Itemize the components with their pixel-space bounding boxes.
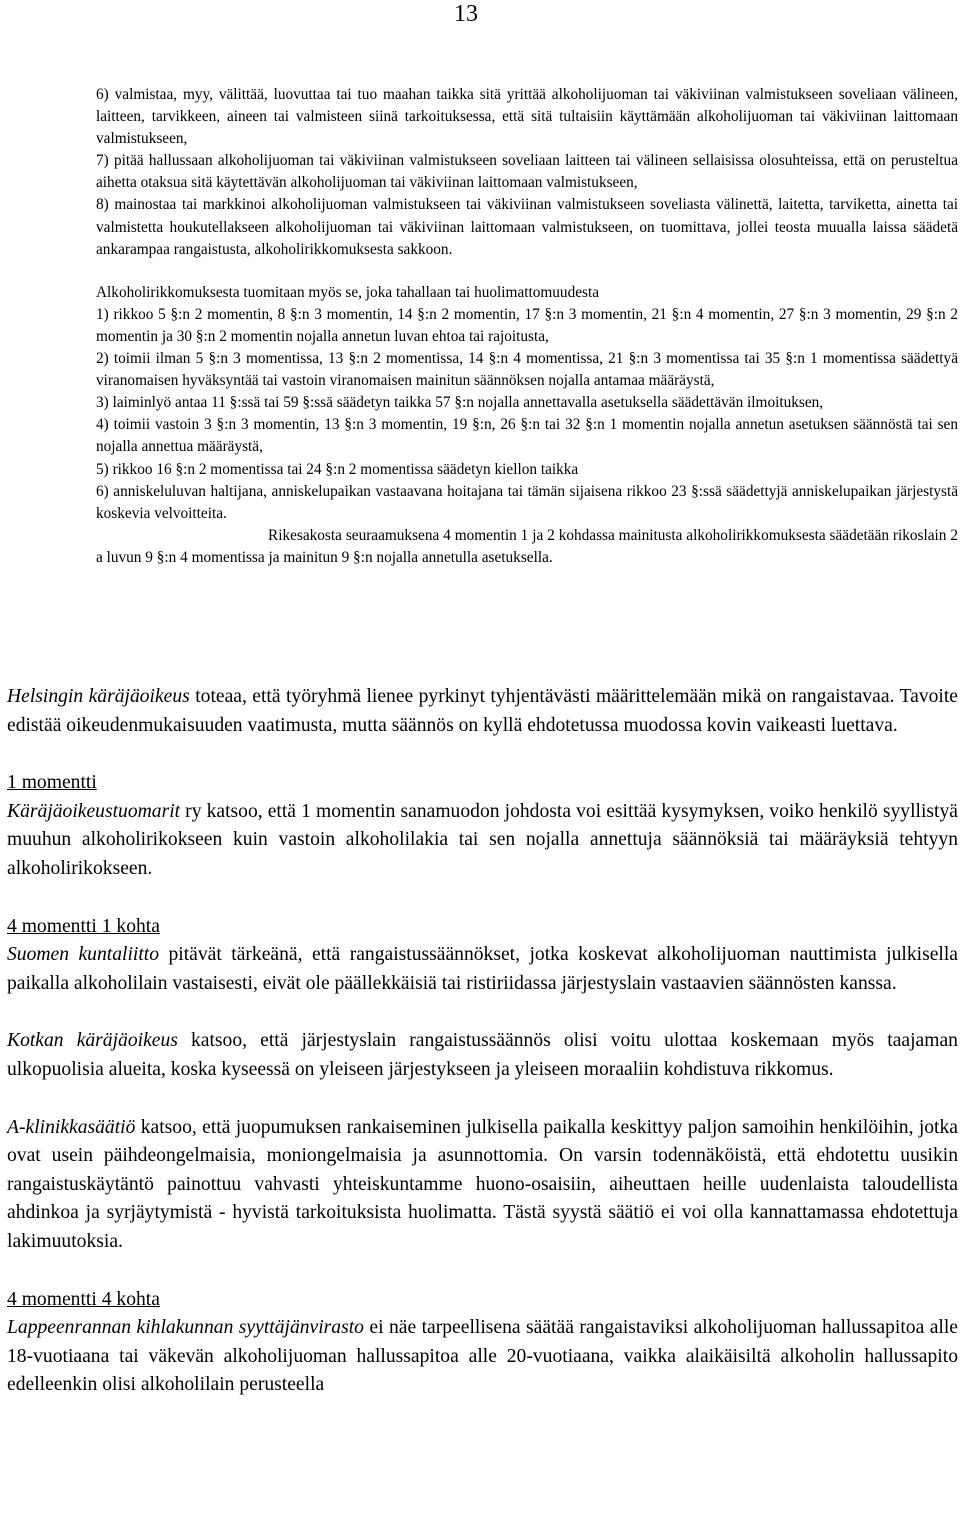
law-item-8: 8) mainostaa tai markkinoi alkoholijuoman valmistukseen tai väkiviinan valmistukseen soveliasta välinettä, laitetta, tarviketta, ainetta tai valmistetta houkutellakseen alkoholijuoman tai väkiviinan laittomaan valmistukseen, on tuomittava, jollei teosta muualla laissa säädetä ankarampaa rangaistusta, alkoholirikkomuksesta sakkoon. (96, 196, 958, 258)
law-item-6: 6) valmistaa, myy, välittää, luovuttaa tai tuo maahan taikka sitä yrittää alkoholijuoman tai väkiviinan valmistukseen soveliaan välineen, laitteen, tarvikkeen, aineen tai valmisteen siinä tarkoituksessa, että sitä tultaisiin käyttämään alkoholijuoman tai väkiviinan laittomaan valmistukseen, (96, 86, 958, 148)
rikkomus-item-1: 1) rikkoo 5 §:n 2 momentin, 8 §:n 3 momentin, 14 §:n 2 momentin, 17 §:n 3 momentin, 21 §:n 4 momentin, 27 §:n 3 momentin, 29 §:n 2 momentin ja 30 §:n 2 momentin nojalla annetun luvan ehtoa tai rajoitusta, (96, 305, 958, 345)
statement-text: katsoo, että järjestyslain rangaistussäännös olisi voitu ulottaa koskemaan myös taajaman ulkopuolisia alueita, koska kyseessä on yleiseen järjestykseen ja yleiseen moraaliin kohdistuva rikkomus. (7, 1030, 958, 1080)
rikesakko-paragraph: Rikesakosta seuraamuksena 4 momentin 1 ja 2 kohdassa mainitusta alkoholirikkomuksesta säädetään rikoslain 2 a luvun 9 §:n 4 momentissa ja mainitun 9 §:n nojalla annetulla asetuksella. (96, 526, 958, 566)
section-heading: 1 momentti (7, 772, 97, 794)
rikkomus-item-4: 4) toimii vastoin 3 §:n 3 momentin, 13 §:n 3 momentin, 19 §:n, 26 §:n tai 32 §:n 1 momentin nojalla annetun asetuksen säännöstä tai sen nojalla annettua määräystä, (96, 416, 958, 456)
org-name: Kotkan käräjäoikeus (7, 1030, 178, 1052)
statement-text: pitävät tärkeänä, että rangaistussäännökset, jotka koskevat alkoholijuoman nauttimista julkisella paikalla alkoholilain vastaisesti, eivät ole päällekkäisiä tai ristiriidassa järjestyslain vastaavien säännösten kanssa. (7, 944, 959, 994)
section-heading: 4 momentti 1 kohta (7, 915, 160, 937)
statement-text: katsoo, että juopumuksen rankaiseminen julkisella paikalla keskittyy paljon samoihin henkilöihin, jotka ovat usein päihdeongelmaisia, moniongelmaisia ja asunnottomia. On varsin todennäköistä, että ehdotettu uusikin rangaistuskäytäntö painottuu vahvasti yhteiskuntamme huono-osaisiin, aiheuttaen heille uudenlaista taloudellista ahdinkoa ja syrjäytymistä - hyvistä tarkoituksista huolimatta. Tästä syystä säätiö ei voi olla kannattamassa ehdotettuja lakimuutoksia. (7, 1116, 958, 1252)
law-item-7: 7) pitää hallussaan alkoholijuoman tai väkiviinan valmistukseen soveliaan laitteen tai välineen sellaisissa olosuhteissa, että on perusteltua aihetta otaksua sitä käytettävän alkoholijuoman tai väkiviinan laittomaan valmistukseen, (96, 152, 958, 192)
rikkomus-item-5: 5) rikkoo 16 §:n 2 momentissa tai 24 §:n 2 momentissa säädetyn kiellon taikka (96, 460, 579, 478)
law-text-block (96, 84, 958, 569)
page-number: 13 (454, 1, 478, 27)
statement-text: ry katsoo, että 1 momentin sanamuodon johdosta voi esittää kysymyksen, voiko henkilö syyllistyä muuhun alkoholirikokseen kuin vastoin alkoholilakia tai sen nojalla annettuja säännöksiä tai määräyksiä tehtyyn alkoholirikokseen. (7, 800, 958, 879)
org-name: Suomen kuntaliitto (7, 944, 160, 966)
statement-text: ei näe tarpeellisena säätää rangaistaviksi alkoholijuoman hallussapitoa alle 18-vuotiaana tai väkevän alkoholijuoman hallussapitoa alle 20-vuotiaana, vaikka alaikäisiltä alkoholin hallussapito edelleenkin olisi alkoholilain perusteella (7, 1317, 958, 1396)
org-name: Lappeenrannan kihlakunnan syyttäjänvirasto (7, 1317, 364, 1339)
statement-kuntaliitto (7, 913, 958, 999)
rikkomus-item-6: 6) anniskeluluvan haltijana, anniskelupaikan vastaavana hoitajana tai tämän sijaisena rikkoo 23 §:ssä säädettyjä anniskelupaikan järjestystä koskevia velvoitteita. (96, 482, 958, 522)
statement-helsinki (7, 683, 958, 740)
rikkomus-item-3: 3) laiminlyö antaa 11 §:ssä tai 59 §:ssä säädetyn taikka 57 §:n nojalla annettavalla asetuksella säädettävän ilmoituksen, (96, 394, 824, 412)
statements-block (7, 683, 958, 1400)
org-name: Helsingin käräjäoikeus (7, 686, 190, 707)
statement-a-klinikka (7, 1114, 958, 1257)
rikkomus-intro: Alkoholirikkomuksesta tuomitaan myös se, joka tahallaan tai huolimattomuudesta (96, 283, 600, 301)
statement-lappeenranta (7, 1286, 958, 1400)
section-heading: 4 momentti 4 kohta (7, 1288, 160, 1310)
org-name: A-klinikkasäätiö (7, 1116, 136, 1138)
statement-text: toteaa, että työryhmä lienee pyrkinyt tyhjentävästi määrittelemään mikä on rangaistavaa. Tavoite edistää oikeudenmukaisuuden vaatimusta, mutta säännös on kyllä ehdotetussa muodossa kovin vaikeasti luettava. (7, 686, 958, 736)
rikkomus-item-2: 2) toimii ilman 5 §:n 3 momentissa, 13 §:n 2 momentissa, 14 §:n 4 momentissa, 21 §:n 3 momentissa tai 35 §:n 1 momentissa säädettyä viranomaisen hyväksyntää tai vastoin viranomaisen mainitun säännöksen nojalla antamaa määräystä, (96, 350, 958, 390)
statement-kotka (7, 1027, 958, 1084)
statement-kos-tuomarit (7, 769, 958, 883)
org-name: Käräjäoikeustuomarit (7, 800, 181, 822)
